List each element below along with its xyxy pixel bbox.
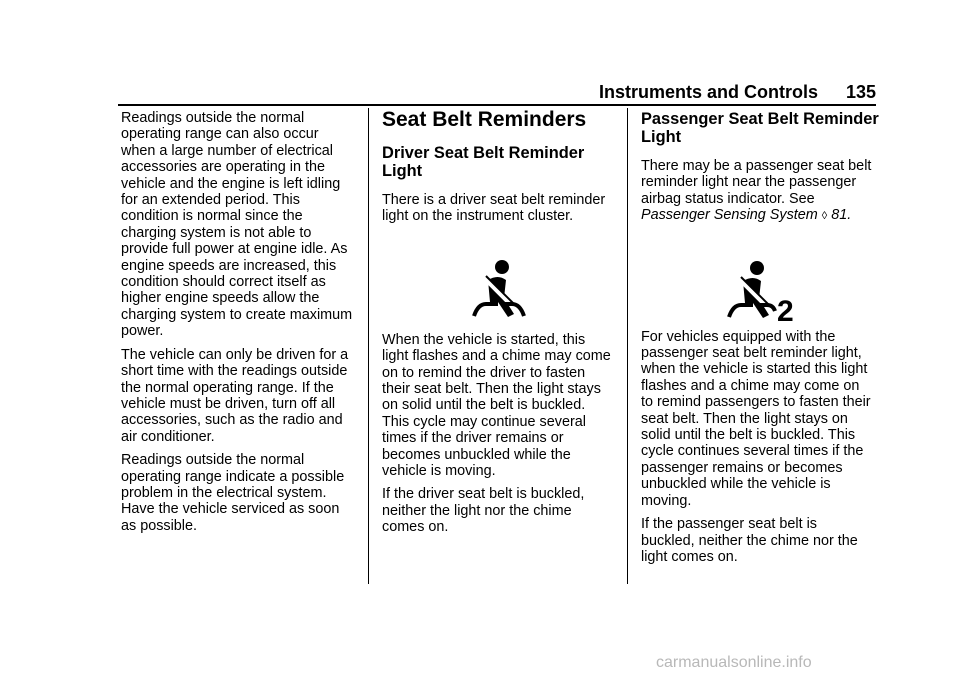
paragraph: When the vehicle is started, this light flashes and a chime may come on to remind the driver to fasten their seat belt. Then the light stays on solid until the belt is buckled. This cycle may continue several times if the driver remains or becomes unbuckled while the vehicle is moving. [382, 331, 611, 480]
column-1 [121, 110, 361, 541]
paragraph: If the driver seat belt is buckled, neither the light nor the chime comes on. [382, 486, 585, 536]
paragraph: The vehicle can only be driven for a short time with the readings outside the normal operating range. If the vehicle must be driven, turn off all accessories, such as the radio and air conditioner. [121, 346, 349, 445]
header-title: Instruments and Controls [598, 82, 818, 102]
column-2 [382, 108, 622, 543]
page-ref-icon: ◊ [821, 210, 828, 223]
paragraph: If the passenger seat belt is buckled, neither the chime nor the light comes on. [641, 516, 858, 565]
page-number: 135 [845, 82, 876, 102]
column-divider [627, 108, 628, 584]
subsection-title: Driver Seat Belt Reminder Light [382, 144, 585, 180]
section-title: Seat Belt Reminders [382, 108, 587, 131]
paragraph: Readings outside the normal operating range indicate a possible problem in the electrical system. Have the vehicle serviced as soon as possible. [121, 452, 345, 534]
intro-paragraph: There may be a passenger seat belt reminder light near the passenger airbag status indicator. See Passenger Sensing System ◊ 81. [641, 158, 872, 224]
paragraph: For vehicles equipped with the passenger seat belt reminder light, when the vehicle is started this light flashes and a chime may come on to remind passengers to fasten their seat belt. Then the light stays on solid until the belt is buckled. This cycle continues several times if the passenger remains or becomes unbuckled while the vehicle is moving. [641, 328, 871, 509]
passenger-seatbelt-reminder-icon [641, 225, 881, 329]
paragraph: Readings outside the normal operating range can also occur when a large number of electrical accessories are operating in the vehicle and the engine is left idling for an extended period. This condition is normal since the charging system is not able to provide full power at engine idle. As engine speeds are increased, this condition should correct itself as higher engine speeds allow the charging system to create maximum power. [121, 110, 353, 340]
passenger-number-label: 2 [777, 294, 794, 323]
watermark: carmanualsonline.info [656, 654, 812, 671]
seatbelt-reminder-icon [382, 232, 622, 332]
column-3 [641, 110, 881, 572]
header-rule [118, 104, 876, 106]
subsection-title: Passenger Seat Belt Reminder Light [641, 110, 879, 146]
intro-paragraph: There is a driver seat belt reminder light on the instrument cluster. [382, 192, 606, 225]
column-divider [368, 108, 369, 584]
cross-reference-link[interactable]: Passenger Sensing System ◊ 81. [641, 207, 852, 224]
page-header [118, 80, 876, 104]
